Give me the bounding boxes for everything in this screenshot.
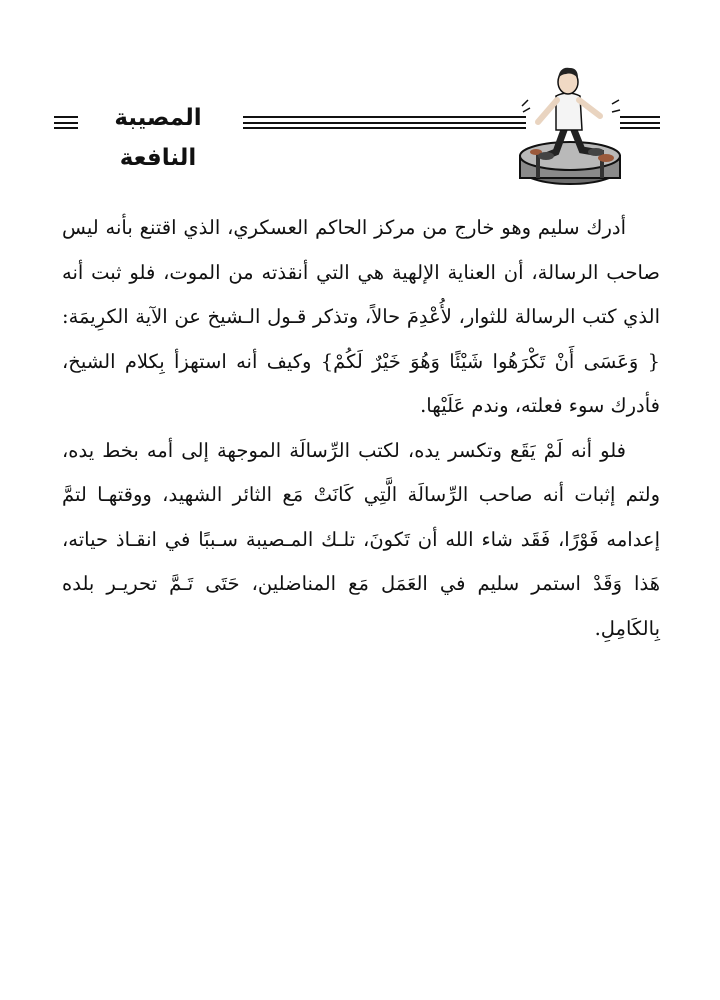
man-balancing-on-barrel-illustration — [516, 60, 626, 190]
paragraph-1: أدرك سليم وهو خارج من مركز الحاكم العسكري، الذي اقتنع بأنه ليس صاحب الرسالة، أن العناية الإلهية هي التي أنقذته من الموت، فلو ثبت أنه الذي كتب الرسالة للثوار، لأُعْدِمَ حالاً، وتذكر قـول الـشيخ عن الآية الكرِيمَة: { وَعَسَى أَنْ تَكْرَهُوا شَيْئًا وَهُوَ خَيْرٌ لَكُمْ} وكيف أنه استهزأ بِكلام الشيخ، فأدرك سوء فعلته، وندم عَلَيْها. — [62, 216, 660, 417]
paragraph-2: فلو أنه لَمْ يَقَع وتكسر يده، لكتب الرِّسالَة الموجهة إلى أمه بخط يده، ولتم إثبات أنه صاحب الرِّسالَة الَّتِي كَانَتْ مَع الثائر الشهيد، ووقتهـا لتمَّ إعدامه فَوْرًا، فَقَد شاء الله أن تَكونَ، تلـك المـصيبة سـببًا في انقـاذ حياته، هَذا وَقَدْ استمر سليم في العَمَل مَع المناضلين، حَتَى تَـمَّ تحريـر بلده بِالكَامِلِ. — [62, 438, 660, 640]
header-rule-left — [54, 116, 78, 129]
chapter-title: المصيبة النافعة — [114, 105, 202, 171]
header-rule-right — [620, 116, 660, 129]
body-text — [62, 206, 660, 651]
chapter-header — [48, 60, 664, 190]
header-rule-middle — [243, 116, 526, 129]
